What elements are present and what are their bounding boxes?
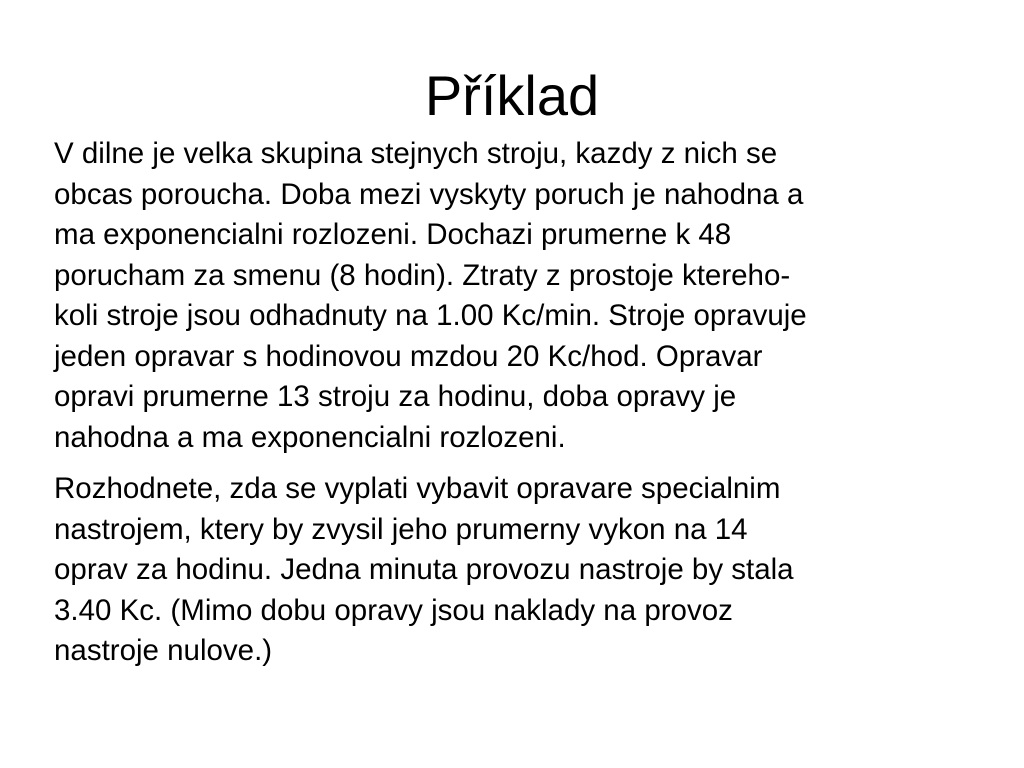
text-line: oprav za hodinu. Jedna minuta provozu nastroje by stala	[54, 553, 794, 586]
text-line: porucham za smenu (8 hodin). Ztraty z prostoje ktereho-	[54, 258, 791, 292]
problem-statement-paragraph	[54, 134, 984, 458]
text-line: opravi prumerne 13 stroju za hodinu, doba opravy je	[54, 380, 737, 413]
text-line: jeden opravar s hodinovou mzdou 20 Kc/hod. Opravar	[54, 339, 763, 373]
text-line: V dilne je velka skupina stejnych stroju, kazdy z nich se	[54, 137, 778, 170]
text-line: obcas porouchа. Doba mezi vyskyty poruch je nahodna a	[54, 177, 804, 211]
text-line: nastroje nulove.)	[54, 634, 273, 667]
question-paragraph	[54, 469, 984, 672]
text-line: koli stroje jsou odhadnuty na 1.00 Kc/min. Stroje opravuje	[54, 299, 807, 332]
text-line: ma exponencialni rozlozeni. Dochazi prumerne k 48	[54, 218, 732, 251]
text-line: nastrojem, ktery by zvysil jeho prumerny vykon na 14	[54, 512, 748, 546]
slide-title: Příklad	[424, 64, 600, 127]
text-line: 3.40 Kc. (Mimo dobu opravy jsou naklady na provoz	[54, 593, 733, 627]
text-line: Rozhodnete, zda se vyplati vybavit opravare specialnim	[54, 472, 781, 505]
text-line: nahodna a ma exponencialni rozlozeni.	[54, 420, 566, 454]
slide-body	[54, 134, 984, 672]
